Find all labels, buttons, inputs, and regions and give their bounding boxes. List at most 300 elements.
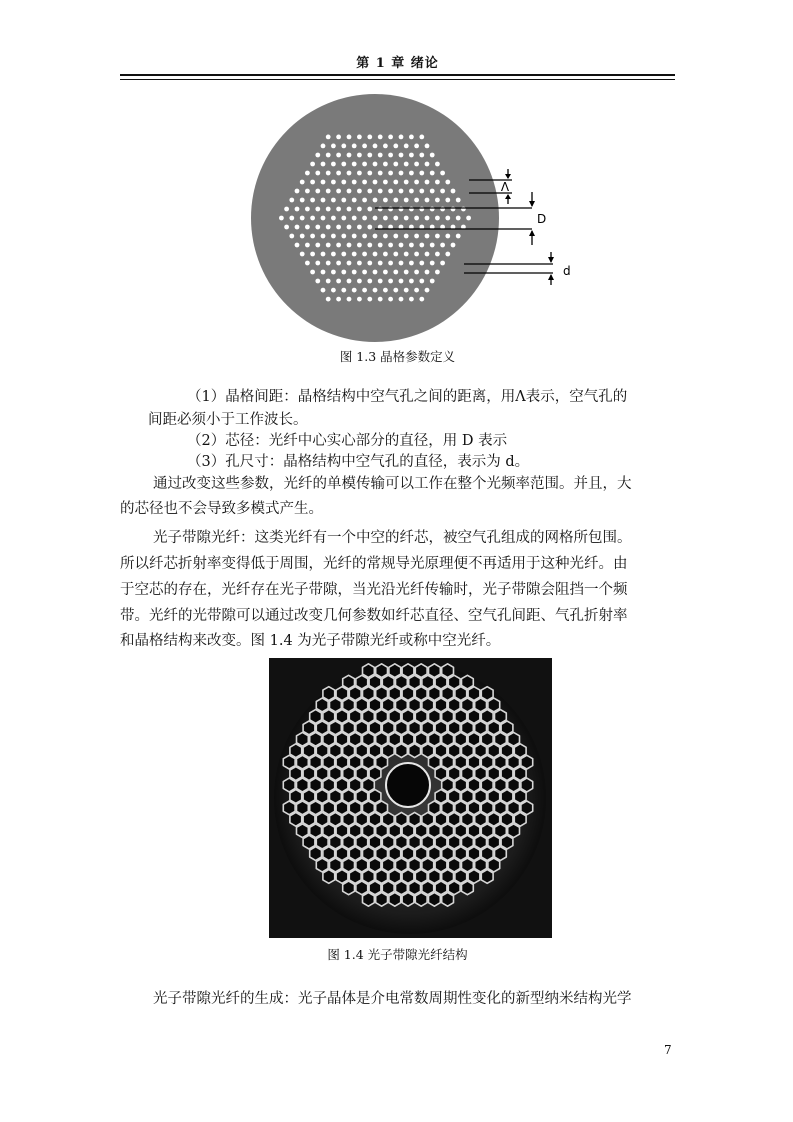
cladding-cell [363,893,375,907]
cladding-cell [488,744,500,758]
air-hole [466,216,471,221]
cladding-cell [330,698,342,712]
cladding-cell [356,744,368,758]
cladding-cell [363,755,375,769]
cladding-cell [442,847,454,861]
list-item-lattice-pitch-cont: 间距必须小于工作波长。 [148,412,308,428]
air-hole [321,270,326,275]
cladding-cell [396,675,408,689]
air-hole [347,153,352,158]
air-hole [347,171,352,176]
cladding-cell [488,858,500,872]
air-hole [331,162,336,167]
cladding-cell [389,824,401,838]
cladding-cell [323,778,335,792]
cladding-cell [442,870,454,884]
air-hole [331,180,336,185]
cladding-cell [462,744,474,758]
air-hole [409,171,414,176]
air-hole [404,270,409,275]
air-hole [404,144,409,149]
air-hole [430,153,435,158]
air-hole [362,144,367,149]
page-number: 7 [664,1043,672,1057]
air-hole [414,288,419,293]
air-hole [414,270,419,275]
cladding-cell [290,767,302,781]
paragraph-1-line-2: 的芯径也不会导致多模式产生。 [120,501,323,517]
cladding-cell [323,687,335,701]
air-hole [445,198,450,203]
cladding-cell [442,778,454,792]
air-hole [305,225,310,230]
air-hole [362,270,367,275]
air-hole [357,153,362,158]
cladding-cell [343,744,355,758]
cladding-cell [501,744,513,758]
air-hole [367,297,372,302]
air-hole [435,162,440,167]
air-hole [393,216,398,221]
paragraph-2-line-1: 光子带隙光纤：这类光纤有一个中空的纤芯，被空气孔组成的网格所包围。 [153,530,632,546]
air-hole [430,243,435,248]
air-hole [341,288,346,293]
air-hole [383,288,388,293]
cladding-cell [349,687,361,701]
air-hole [321,234,326,239]
air-hole [435,234,440,239]
air-hole [352,234,357,239]
cladding-cell [316,721,328,735]
cladding-cell [310,847,322,861]
cladding-cell [396,698,408,712]
cladding-cell [356,721,368,735]
air-hole [419,171,424,176]
air-hole [440,189,445,194]
air-hole [425,144,430,149]
air-hole [315,153,320,158]
cladding-cell [475,767,487,781]
cladding-cell [336,847,348,861]
cladding-cell [310,801,322,815]
cladding-cell [323,710,335,724]
air-hole [347,225,352,230]
cladding-cell [435,858,447,872]
air-hole [393,234,398,239]
air-hole [378,207,383,212]
cladding-cell [468,847,480,861]
air-hole [315,279,320,284]
air-hole [367,261,372,266]
cladding-cell [297,732,309,746]
air-hole [321,288,326,293]
air-hole [321,180,326,185]
cladding-cell [448,835,460,849]
air-hole [425,288,430,293]
air-hole [362,216,367,221]
cladding-cell [382,744,394,758]
cladding-cell [363,664,375,678]
cladding-cell [481,778,493,792]
cladding-cell [336,801,348,815]
air-hole [305,243,310,248]
air-hole [393,144,398,149]
cladding-cell [415,664,427,678]
air-hole [352,198,357,203]
air-hole [367,207,372,212]
cladding-cell [343,835,355,849]
cladding-cell [349,778,361,792]
air-hole [347,135,352,140]
cladding-cell [330,858,342,872]
cladding-cell [468,732,480,746]
cladding-cell [369,767,381,781]
air-hole [393,270,398,275]
cladding-cell [442,732,454,746]
cladding-cell [356,790,368,804]
cladding-cell [382,812,394,826]
cladding-cell [343,881,355,895]
air-hole [451,243,456,248]
cladding-cell [389,664,401,678]
cladding-cell [363,824,375,838]
cladding-cell [290,812,302,826]
air-hole [300,198,305,203]
paragraph-2-line-4: 带。光纤的光带隙可以通过改变几何参数如纤芯直径、空气孔间距、气孔折射率 [120,608,628,624]
air-hole [451,189,456,194]
cladding-cell [409,721,421,735]
cladding-cell [435,790,447,804]
air-hole [399,135,404,140]
cladding-cell [402,687,414,701]
air-hole [388,261,393,266]
cladding-cell [448,881,460,895]
air-hole [357,189,362,194]
air-hole [362,162,367,167]
cladding-cell [382,675,394,689]
air-hole [305,171,310,176]
cladding-cell [429,847,441,861]
cladding-cell [481,870,493,884]
air-hole [352,162,357,167]
cladding-cell [356,767,368,781]
air-hole [341,180,346,185]
cladding-cell [422,858,434,872]
cladding-cell [316,767,328,781]
cladding-cell [382,721,394,735]
air-hole [388,297,393,302]
air-hole [445,216,450,221]
air-hole [336,171,341,176]
cladding-cell [429,710,441,724]
cladding-cell [495,732,507,746]
cladding-cell [330,721,342,735]
paragraph-2-line-2: 所以纤芯折射率变得低于周围，光纤的常规导光原理便不再适用于这种光纤。由 [120,556,628,572]
cladding-cell [435,721,447,735]
cladding-cell [349,755,361,769]
cladding-cell [402,664,414,678]
air-hole [383,180,388,185]
air-hole [399,279,404,284]
cladding-cell [343,858,355,872]
cladding-cell [330,744,342,758]
air-hole [279,216,284,221]
air-hole [393,198,398,203]
air-hole [419,189,424,194]
air-hole [326,243,331,248]
cladding-cell [429,824,441,838]
cladding-cell [462,812,474,826]
air-hole [321,162,326,167]
air-hole [357,261,362,266]
cladding-cell [316,835,328,849]
air-hole [373,198,378,203]
lambda-label: Λ [500,180,510,194]
air-hole [300,252,305,257]
cladding-cell [323,824,335,838]
air-hole [347,297,352,302]
air-hole [378,135,383,140]
air-hole [310,216,315,221]
air-hole [456,198,461,203]
air-hole [399,171,404,176]
air-hole [321,198,326,203]
air-hole [341,234,346,239]
cladding-cell [415,824,427,838]
cladding-cell [409,835,421,849]
cladding-cell [435,675,447,689]
header-rule-thick [120,74,675,76]
cladding-cell [336,778,348,792]
cladding-cell [435,698,447,712]
cladding-cell [455,801,467,815]
cladding-cell [323,847,335,861]
air-hole [419,135,424,140]
air-hole [399,243,404,248]
cladding-cell [508,824,520,838]
air-hole [409,279,414,284]
cladding-cell [402,732,414,746]
air-hole [378,297,383,302]
cladding-cell [283,778,295,792]
cladding-cell [415,847,427,861]
air-hole [393,180,398,185]
air-hole [300,234,305,239]
cladding-cell [343,721,355,735]
air-hole [367,243,372,248]
air-hole [331,252,336,257]
cladding-cell [475,858,487,872]
air-hole [357,135,362,140]
cladding-cell [455,824,467,838]
cladding-cell [303,744,315,758]
air-hole [310,198,315,203]
cladding-cell [488,698,500,712]
running-header: 第 1 章 绪论 [356,56,439,71]
cladding-cell [442,755,454,769]
air-hole [388,207,393,212]
cladding-cell [468,687,480,701]
air-hole [430,261,435,266]
list-item-lattice-pitch: （1）晶格间距：晶格结构中空气孔之间的距离，用Λ表示，空气孔的 [187,389,628,405]
cladding-cell [462,881,474,895]
air-hole [419,279,424,284]
air-hole [315,225,320,230]
cladding-cell [514,790,526,804]
air-hole [357,225,362,230]
cladding-cell [376,824,388,838]
cladding-cell [422,812,434,826]
air-hole [362,252,367,257]
cladding-cell [475,812,487,826]
air-hole [362,288,367,293]
air-hole [362,198,367,203]
air-hole [435,180,440,185]
cladding-cell [468,870,480,884]
cladding-cell [508,778,520,792]
cladding-cell [429,893,441,907]
air-hole [373,252,378,257]
cladding-cell [382,858,394,872]
air-hole [336,135,341,140]
cladding-cell [310,710,322,724]
cladding-cell [363,801,375,815]
air-hole [367,171,372,176]
cladding-cell [455,732,467,746]
cladding-cell [376,755,388,769]
cladding-cell [508,801,520,815]
cladding-cell [382,835,394,849]
air-hole [399,207,404,212]
air-hole [341,216,346,221]
cladding-cell [448,744,460,758]
cladding-cell [382,698,394,712]
air-hole [440,243,445,248]
cladding-cell [501,721,513,735]
air-hole [326,261,331,266]
cladding-cell [422,675,434,689]
cladding-cell [336,870,348,884]
paragraph-1-line-1: 通过改变这些参数，光纤的单模传输可以工作在整个光频率范围。并且，大 [153,476,632,492]
cladding-cell [409,698,421,712]
cladding-cell [303,767,315,781]
cladding-cell [442,893,454,907]
air-hole [414,198,419,203]
air-hole [373,216,378,221]
cladding-cell [297,824,309,838]
cladding-cell [356,675,368,689]
cladding-cell [475,835,487,849]
cladding-cell [349,801,361,815]
cladding-cell [396,858,408,872]
air-hole [367,279,372,284]
cladding-cell [376,664,388,678]
air-hole [310,252,315,257]
air-hole [383,162,388,167]
air-hole [310,162,315,167]
air-hole [414,216,419,221]
cladding-cell [409,675,421,689]
cladding-cell [316,858,328,872]
cladding-cell [488,767,500,781]
list-item-hole-size: （3）孔尺寸：晶格结构中空气孔的直径，表示为 d。 [187,454,530,470]
cladding-cell [514,744,526,758]
cladding-cell [376,847,388,861]
air-hole [378,171,383,176]
cladding-cell [389,732,401,746]
air-hole [341,198,346,203]
cladding-cell [508,732,520,746]
air-hole [383,216,388,221]
air-hole [357,171,362,176]
cladding-cell [316,698,328,712]
cladding-cell [369,698,381,712]
cladding-cell [402,847,414,861]
cladding-cell [488,835,500,849]
air-hole [388,135,393,140]
air-hole [341,270,346,275]
list-item-core-diameter: （2）芯径：光纤中心实心部分的直径，用 D 表示 [187,433,508,449]
air-hole [284,225,289,230]
cladding-cell [448,721,460,735]
hollow-core [386,763,430,807]
air-hole [440,207,445,212]
air-hole [430,189,435,194]
air-hole [399,153,404,158]
cladding-cell [343,812,355,826]
cladding-cell [409,812,421,826]
air-hole [404,288,409,293]
cladding-cell [468,755,480,769]
air-hole [409,135,414,140]
air-hole [409,297,414,302]
air-hole [430,171,435,176]
cladding-cell [481,847,493,861]
cladding-cell [481,710,493,724]
air-hole [347,243,352,248]
cladding-cell [481,732,493,746]
cladding-cell [488,790,500,804]
cladding-cell [336,824,348,838]
air-hole [440,261,445,266]
cladding-cell [310,778,322,792]
cladding-cell [363,710,375,724]
air-hole [300,180,305,185]
cladding-cell [462,698,474,712]
cladding-cell [330,767,342,781]
air-hole [399,297,404,302]
cladding-cell [468,824,480,838]
air-hole [347,207,352,212]
cladding-cell [435,881,447,895]
cladding-cell [376,893,388,907]
cladding-cell [356,812,368,826]
air-hole [357,297,362,302]
air-hole [321,144,326,149]
air-hole [341,252,346,257]
air-hole [378,189,383,194]
air-hole [326,225,331,230]
cladding-cell [396,835,408,849]
cladding-cell [422,721,434,735]
air-hole [357,207,362,212]
air-hole [425,198,430,203]
air-hole [414,180,419,185]
cladding-cell [495,824,507,838]
air-hole [414,252,419,257]
air-hole [352,252,357,257]
air-hole [305,189,310,194]
